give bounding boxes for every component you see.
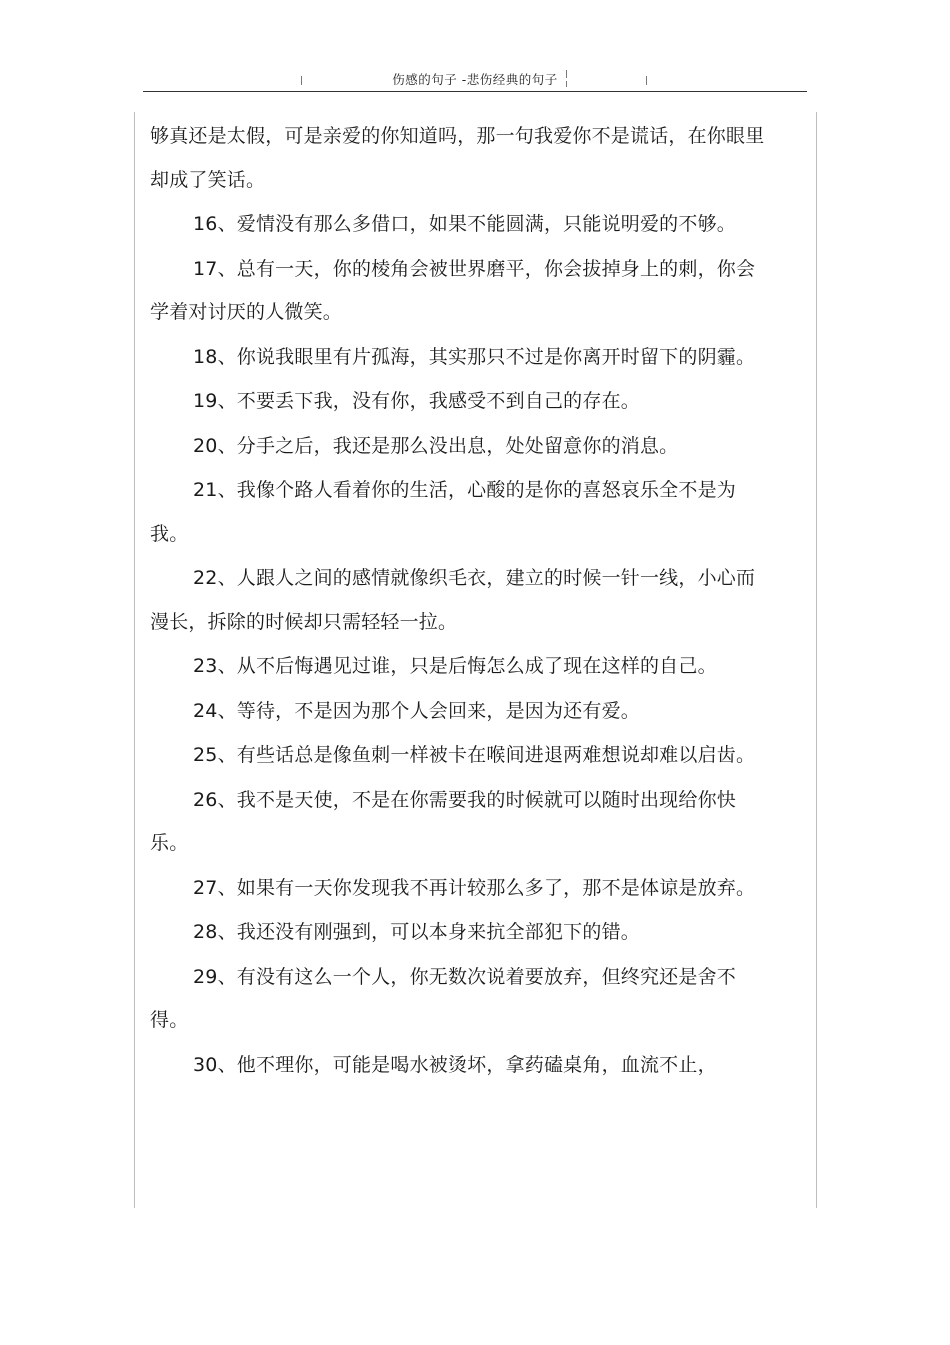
paragraph: 28、我还没有刚强到，可以本身来抗全部犯下的错。 bbox=[193, 921, 640, 943]
paragraph: 16、爱情没有那么多借口，如果不能圆满，只能说明爱的不够。 bbox=[193, 213, 736, 235]
paragraph: 17、总有一天，你的棱角会被世界磨平，你会拔掉身上的刺，你会学着对讨厌的人微笑。 bbox=[150, 257, 756, 323]
document-body bbox=[150, 115, 770, 1088]
paragraph: 23、从不后悔遇见过谁，只是后悔怎么成了现在这样的自己。 bbox=[193, 655, 717, 677]
header-title: 伤感的句子 -悲伤经典的句子 bbox=[392, 72, 558, 87]
paragraph: 19、不要丢下我，没有你，我感受不到自己的存在。 bbox=[193, 390, 640, 412]
header-tick-mark bbox=[566, 81, 567, 87]
header-divider bbox=[143, 91, 807, 92]
paragraph: 够真还是太假，可是亲爱的你知道吗，那一句我爱你不是谎话，在你眼里却成了笑话。 bbox=[150, 125, 765, 191]
paragraph: 26、我不是天使，不是在你需要我的时候就可以随时出现给你快乐。 bbox=[150, 788, 736, 854]
page-frame-right bbox=[816, 112, 817, 1208]
header-tick-mark bbox=[301, 76, 302, 85]
page-frame-left bbox=[134, 112, 135, 1208]
paragraph: 18、你说我眼里有片孤海，其实那只不过是你离开时留下的阴霾。 bbox=[193, 345, 756, 368]
header-tick-mark bbox=[566, 70, 567, 78]
paragraph: 25、有些话总是像鱼刺一样被卡在喉间进退两难想说却难以启齿。 bbox=[193, 744, 756, 766]
paragraph: 22、人跟人之间的感情就像织毛衣，建立的时候一针一线，小心而漫长，拆除的时候却只需轻轻一拉。 bbox=[150, 567, 756, 633]
paragraph: 20、分手之后，我还是那么没出息，处处留意你的消息。 bbox=[193, 434, 679, 457]
paragraph: 27、如果有一天你发现我不再计较那么多了，那不是体谅是放弃。 bbox=[193, 876, 756, 899]
page-header bbox=[143, 66, 807, 92]
paragraph: 29、有没有这么一个人，你无数次说着要放弃，但终究还是舍不得。 bbox=[150, 965, 736, 1031]
paragraph: 24、等待，不是因为那个人会回来，是因为还有爱。 bbox=[193, 699, 640, 722]
header-tick-mark bbox=[646, 76, 647, 85]
paragraph: 30、他不理你，可能是喝水被烫坏，拿药磕桌角，血流不止， bbox=[193, 1053, 717, 1076]
paragraph: 21、我像个路人看着你的生活，心酸的是你的喜怒哀乐全不是为我。 bbox=[150, 479, 736, 545]
